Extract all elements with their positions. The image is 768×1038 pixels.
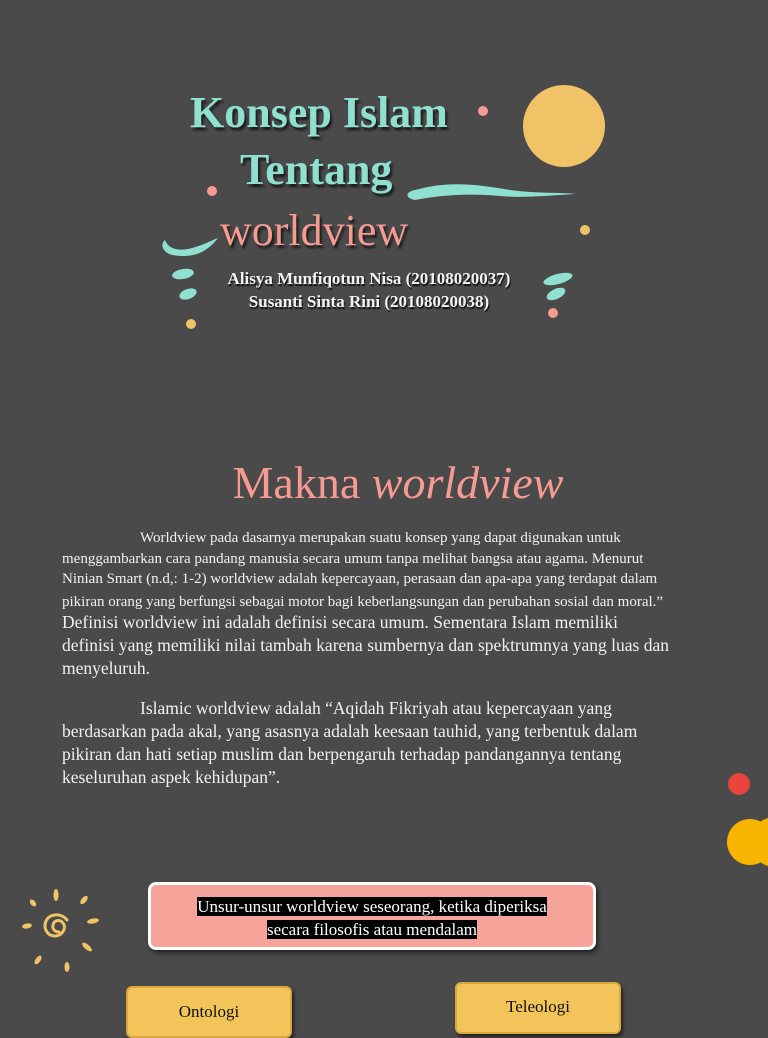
yellow-dot (580, 225, 590, 235)
paragraph-1-small: Worldview pada dasarnya merupakan suatu konsep yang dapat digunakan untuk menggambarkan cara pandang manusia secara umum tanpa melihat bangsa atau agama. Menurut Ninian Smart (n.d,: 1-2) worldview adalah kepercayaan, perasaan dan apa-apa yang terdapat dalam pikiran orang yang berfungsi sebagai motor bagi keberlangsungan dan perubahan sosial dan moral.” (62, 530, 664, 610)
callout-line-1: Unsur-unsur worldview seseorang, ketika diperiksa (197, 897, 547, 916)
title-line-2: Tentang (240, 145, 393, 194)
teleologi-button[interactable]: Teleologi (455, 982, 621, 1034)
paragraph-1 (62, 528, 672, 680)
sun-circle (523, 85, 605, 167)
red-dot (728, 773, 750, 795)
section-heading (0, 456, 768, 509)
orange-circle (727, 819, 768, 865)
paragraph-2-text: Islamic worldview adalah “Aqidah Fikriyah atau kepercayaan yang berdasarkan pada akal, yang asasnya adalah keesaan tauhid, yang terbentuk dalam pikiran dan hati setiap muslim dan berpengaruh terhadap pandangannya tentang keseluruhan aspek kehidupan”. (62, 698, 638, 787)
pink-dot (207, 186, 217, 196)
ontologi-button[interactable]: Ontologi (126, 986, 292, 1038)
callout-line-2: secara filosofis atau mendalam (266, 920, 478, 939)
title-line-3: worldview (220, 206, 409, 255)
paragraph-1-large: Definisi worldview ini adalah definisi secara umum. Sementara Islam memiliki definisi yang memiliki nilai tambah karena sumbernya dan spektrumnya yang luas dan menyeluruh. (62, 612, 669, 678)
yellow-dot (186, 319, 196, 329)
teal-swoosh (162, 238, 218, 256)
spiral-sun-icon (45, 915, 67, 936)
heading-italic: worldview (371, 457, 564, 508)
author-1: Alisya Munfiqotun Nisa (20108020037) (227, 269, 511, 288)
heading-plain: Makna (232, 457, 372, 508)
teal-swoosh (408, 184, 576, 200)
paragraph-2 (62, 697, 672, 789)
title-line-1: Konsep Islam (190, 88, 448, 137)
callout-box (148, 882, 596, 950)
author-2: Susanti Sinta Rini (20108020038) (248, 292, 490, 311)
pink-dot (478, 106, 488, 116)
